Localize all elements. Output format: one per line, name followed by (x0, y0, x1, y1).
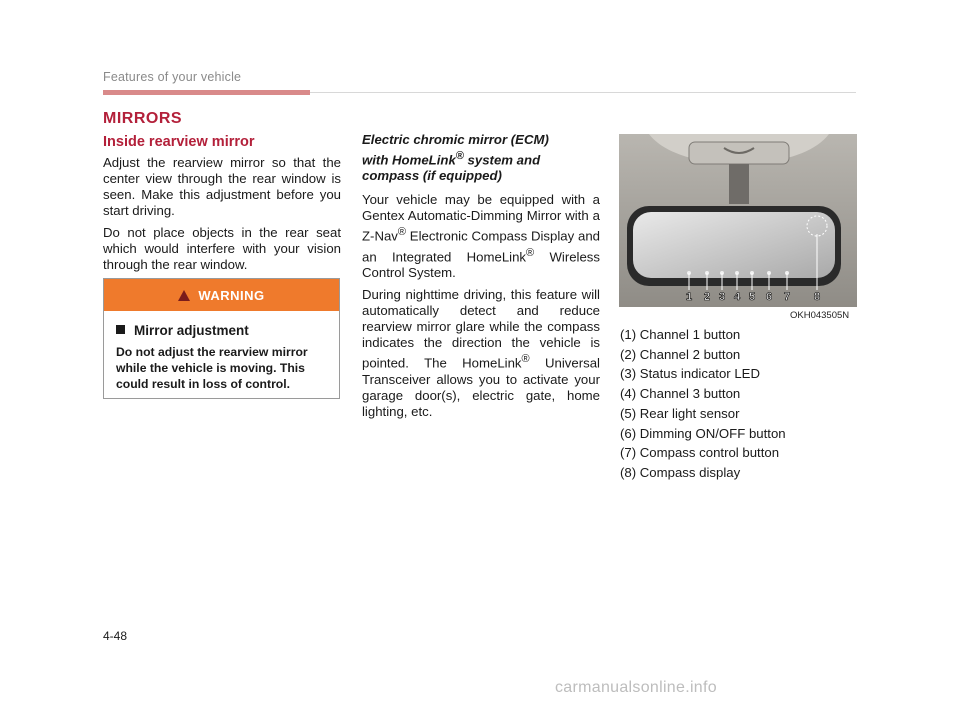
list-item: (4) Channel 3 button (620, 386, 741, 402)
header-accent-bar (103, 90, 310, 95)
list-item: (1) Channel 1 button (620, 327, 741, 342)
text-run: Electronic Compass Display and an Integrated HomeLink (362, 228, 600, 265)
page-number: 4-48 (103, 629, 128, 643)
paragraph (362, 287, 600, 419)
callout-1: 1 (685, 291, 693, 303)
registered-mark: ® (526, 246, 535, 259)
registered-mark: ® (521, 353, 530, 366)
text-run: Your vehicle may be equipped with a Gentex Automatic-Dimming Mirror with a Z-Nav (362, 192, 600, 244)
callout-5: 5 (748, 291, 756, 303)
square-bullet-icon (116, 325, 125, 334)
callout-8: 8 (813, 291, 821, 303)
running-header: Features of your vehicle (103, 70, 242, 84)
inside-mirror-heading: Inside rearview mirror (103, 134, 255, 150)
mirror-photo (619, 134, 857, 307)
callout-4: 4 (733, 291, 741, 303)
text-run: Universal Transceiver allows you to activate your garage door(s), electric gate, home lighting, etc. (362, 355, 600, 419)
list-item: (2) Channel 2 button (620, 346, 741, 362)
text-run: Wireless Control System. (362, 249, 600, 281)
inside-mirror-text (103, 155, 341, 279)
paragraph: Adjust the rearview mirror so that the center view through the rear window is seen. Make this adjustment before you start driving. (103, 155, 341, 218)
callout-6: 6 (765, 291, 773, 303)
list-item: (5) Rear light sensor (620, 405, 740, 421)
header-rule (310, 92, 856, 93)
list-item: (3) Status indicator LED (620, 366, 760, 382)
warning-box (103, 278, 340, 399)
registered-mark: ® (455, 150, 464, 162)
paragraph (362, 192, 600, 281)
warning-header (104, 279, 339, 311)
section-title: MIRRORS (103, 110, 183, 127)
ecm-heading-line: system and (463, 152, 541, 168)
ecm-heading-line: Electric chromic mirror (ECM) (362, 132, 549, 147)
list-item: (7) Compass control button (620, 445, 780, 461)
ecm-section (362, 132, 600, 426)
ecm-heading-line: with HomeLink (362, 152, 456, 168)
warning-triangle-icon (178, 290, 190, 301)
warning-subtitle-text: Mirror adjustment (134, 323, 249, 338)
callout-7: 7 (783, 291, 791, 303)
ecm-heading (362, 132, 600, 184)
watermark: carmanualsonline.info (555, 679, 717, 696)
text-run: During nighttime driving, this feature will automatically detect and reduce rearview mirror glare while the compass indicates the direction the vehicle is pointed. The HomeLink (362, 287, 600, 371)
figure-code: OKH043505N (790, 310, 850, 321)
callout-3: 3 (718, 291, 726, 303)
warning-label: WARNING (198, 287, 265, 303)
callout-2: 2 (703, 291, 711, 303)
registered-mark: ® (397, 226, 407, 239)
paragraph: Do not place objects in the rear seat which would interfere with your vision through the rear window. (103, 225, 341, 272)
list-item: (8) Compass display (620, 464, 741, 480)
warning-subtitle (116, 323, 339, 338)
ecm-heading-line: compass (if equipped) (362, 168, 502, 184)
list-item: (6) Dimming ON/OFF button (620, 425, 786, 441)
warning-text: Do not adjust the rearview mirror while the vehicle is moving. This could result in loss of control. (116, 345, 308, 391)
figure-legend (620, 325, 786, 483)
